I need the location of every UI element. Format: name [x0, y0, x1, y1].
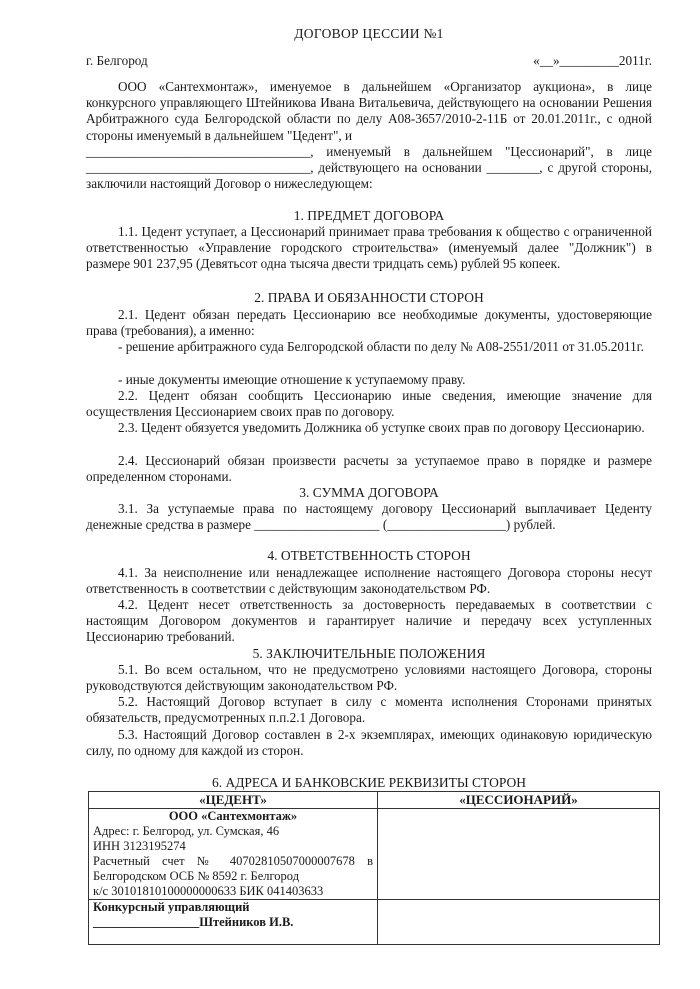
clause-2-1-item-court-decision: - решение арбитражного суда Белгородской области по делу № А08-2551/2011 от 31.05.2011г.	[118, 339, 644, 354]
clause-5-1: 5.1. Во всем остальном, что не предусмотрено условиями настоящего Договора, стороны руководствуются действующим законодательством РФ.	[86, 662, 652, 694]
preamble-party-one: ООО «Сантехмонтаж», именуемое в дальнейшем «Организатор аукциона», в лице конкурсного управляющего Штейникова Ивана Витальевича, действующего на основании Решения Арбитражного суда Белгородской области по делу А08-3657/2010-2-11Б от 20.01.2011г., с одной стороны именуемый в дальнейшем "Цедент", и	[86, 79, 652, 143]
requisites-details-row	[89, 809, 660, 900]
signer-signature-line: _________________Штейников И.В.	[93, 915, 294, 929]
clause-2-3: 2.3. Цедент обязуется уведомить Должника об уступке своих прав по договору Цессионарию.	[118, 420, 645, 435]
section-5-heading: 5. ЗАКЛЮЧИТЕЛЬНЫЕ ПОЛОЖЕНИЯ	[252, 646, 486, 661]
section-2-heading: 2. ПРАВА И ОБЯЗАННОСТИ СТОРОН	[254, 290, 484, 305]
contract-date: «__»_________2011г.	[533, 53, 652, 68]
cedent-name: ООО «Сантехмонтаж»	[168, 809, 298, 823]
cedent-column-header: «ЦЕДЕНТ»	[89, 792, 378, 809]
city-date-line	[86, 53, 652, 69]
clause-5-3: 5.3. Настоящий Договор составлен в 2-х экземплярах, имеющих одинаковую юридическую силу, по одному для каждой из сторон.	[86, 727, 652, 759]
section-6-heading: 6. АДРЕСА И БАНКОВСКИЕ РЕКВИЗИТЫ СТОРОН	[211, 775, 527, 790]
requisites-table	[88, 791, 660, 945]
city: г. Белгород	[86, 53, 148, 68]
section-1-heading: 1. ПРЕДМЕТ ДОГОВОРА	[293, 208, 445, 223]
section-4-heading: 4. ОТВЕТСТВЕННОСТЬ СТОРОН	[267, 548, 471, 563]
clause-2-4: 2.4. Цессионарий обязан произвести расчеты за уступаемое право в порядке и размере определенном сторонами.	[86, 453, 652, 485]
cessionary-column-header: «ЦЕССИОНАРИЙ»	[378, 792, 660, 809]
cedent-bank: Белгородском ОСБ № 8592 г. Белгород	[93, 869, 300, 883]
document-title: ДОГОВОР ЦЕССИИ №1	[294, 26, 444, 41]
preamble-party-two: __________________________________, именуемый в дальнейшем "Цессионарий", в лице __________________________________, действующего на основании ________, с другой стороны, заключили настоящий Договор о нижеследующем:	[86, 144, 652, 192]
clause-2-1-item-other-docs: - иные документы имеющие отношение к уступаемому праву.	[118, 372, 466, 387]
cessionary-signature-cell	[378, 900, 660, 945]
requisites-header-row	[89, 792, 660, 809]
cedent-address: Адрес: г. Белгород, ул. Сумская, 46	[93, 824, 280, 838]
cedent-inn: ИНН 3123195274	[93, 839, 186, 853]
clause-3-1: 3.1. За уступаемые права по настоящему договору Цессионарий выплачивает Цеденту денежные средства в размере ___________________ (__________________) рублей.	[86, 501, 652, 533]
clause-2-1: 2.1. Цедент обязан передать Цессионарию все необходимые документы, удостоверяющие права (требования), а именно:	[86, 307, 652, 339]
clause-1-1: 1.1. Цедент уступает, а Цессионарий принимает права требования к общество с ограниченной ответственностью «Управление городского строительства» (именуемый далее "Должник") в размере 901 237,95 (Девятьсот одна тысяча двести тридцать семь) рублей 95 копеек.	[86, 224, 652, 272]
cessionary-details-cell	[378, 809, 660, 900]
cedent-account: Расчетный счет № 40702810507000007678 в	[93, 854, 373, 868]
clause-4-2: 4.2. Цедент несет ответственность за достоверность передаваемых в соответствии с настоящим Договором документов и гарантирует наличие и передачу всех уступленных Цессионарию требований.	[86, 597, 652, 645]
clause-2-2: 2.2. Цедент обязан сообщить Цессионарию иные сведения, имеющие значение для осуществления Цессионарием своих прав по договору.	[86, 388, 652, 420]
cedent-bik: к/с 30101810100000000633 БИК 041403633	[93, 884, 324, 898]
clause-5-2: 5.2. Настоящий Договор вступает в силу с момента исполнения Сторонами принятых обязательств, предусмотренных п.п.2.1 Договора.	[86, 694, 652, 726]
section-3-heading: 3. СУММА ДОГОВОРА	[299, 485, 439, 500]
signer-title: Конкурсный управляющий	[93, 900, 250, 914]
cedent-signature-cell	[89, 900, 378, 945]
clause-4-1: 4.1. За неисполнение или ненадлежащее исполнение настоящего Договора стороны несут ответственность в соответствии с действующим законодательством РФ.	[86, 565, 652, 597]
requisites-signature-row	[89, 900, 660, 945]
cedent-details-cell	[89, 809, 378, 900]
